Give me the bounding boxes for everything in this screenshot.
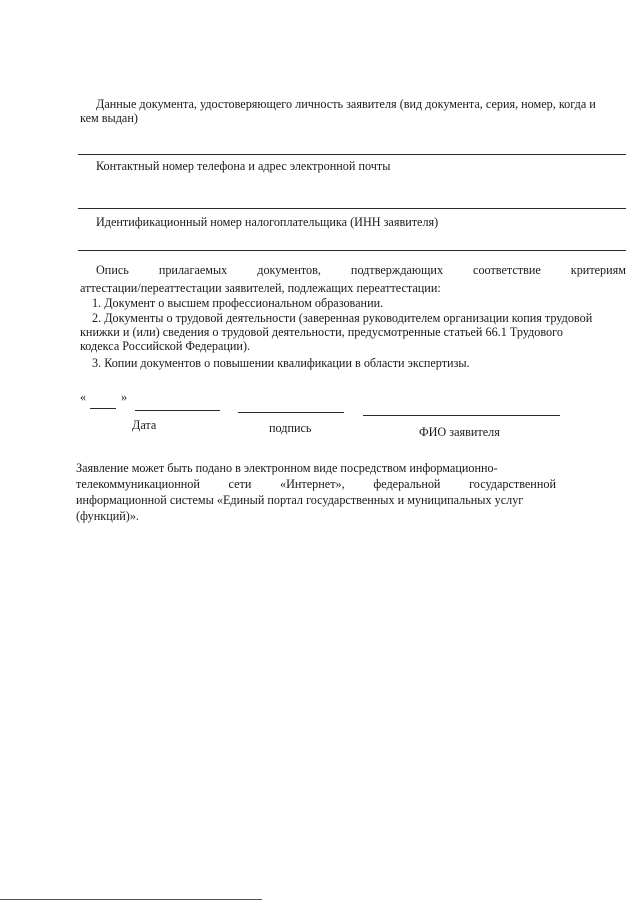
note-line4: (функций)». [76,509,139,523]
inventory-item2-line3: кодекса Российской Федерации). [80,339,251,353]
note-line2 [76,477,556,491]
inn-label: Идентификационный номер налогоплательщика (ИНН заявителя) [96,215,439,229]
inventory-item3: 3. Копии документов о повышении квалификации в области экспертизы. [92,356,470,370]
note-word: «Интернет», [280,477,345,491]
inventory-word: критериям [570,263,626,277]
inventory-word: прилагаемых [158,263,228,277]
note-word: сети [228,477,252,491]
identity-label-line1: Данные документа, удостоверяющего личность заявителя (вид документа, серия, номер, когда и [96,97,596,111]
inventory-word: соответствие [473,263,541,277]
signature-label: подпись [269,421,312,435]
note-line3: информационной системы «Единый портал государственных и муниципальных услуг [76,493,524,507]
signature-line [238,412,344,413]
contacts-fill-line [78,208,626,209]
fio-line [363,415,560,416]
note-word: телекоммуникационной [76,477,200,491]
inventory-word: подтверждающих [350,263,444,277]
date-quote-open: « [80,390,87,404]
date-label: Дата [132,418,157,432]
scan-edge-line [0,899,262,900]
inventory-word: Опись [96,263,129,277]
identity-label-line2: кем выдан) [80,111,138,125]
date-month-line [135,410,220,411]
inventory-item2-line1: 2. Документы о трудовой деятельности (заверенная руководителем организации копия трудовой [92,311,593,325]
inventory-line1 [96,263,626,277]
note-word: федеральной [373,477,441,491]
note-line1: Заявление может быть подано в электронном виде посредством информационно- [76,461,498,475]
date-quote-close: » [121,390,128,404]
inventory-word: документов, [257,263,321,277]
note-word: государственной [469,477,556,491]
inn-fill-line [78,250,626,251]
date-day-line [90,408,116,409]
fio-label: ФИО заявителя [419,425,500,439]
contacts-label: Контактный номер телефона и адрес электронной почты [96,159,391,173]
inventory-line2: аттестации/переаттестации заявителей, подлежащих переаттестации: [80,281,441,295]
inventory-item1: 1. Документ о высшем профессиональном образовании. [92,296,384,310]
identity-fill-line [78,154,626,155]
inventory-item2-line2: книжки и (или) сведения о трудовой деятельности, предусмотренные статьей 66.1 Трудового [80,325,563,339]
